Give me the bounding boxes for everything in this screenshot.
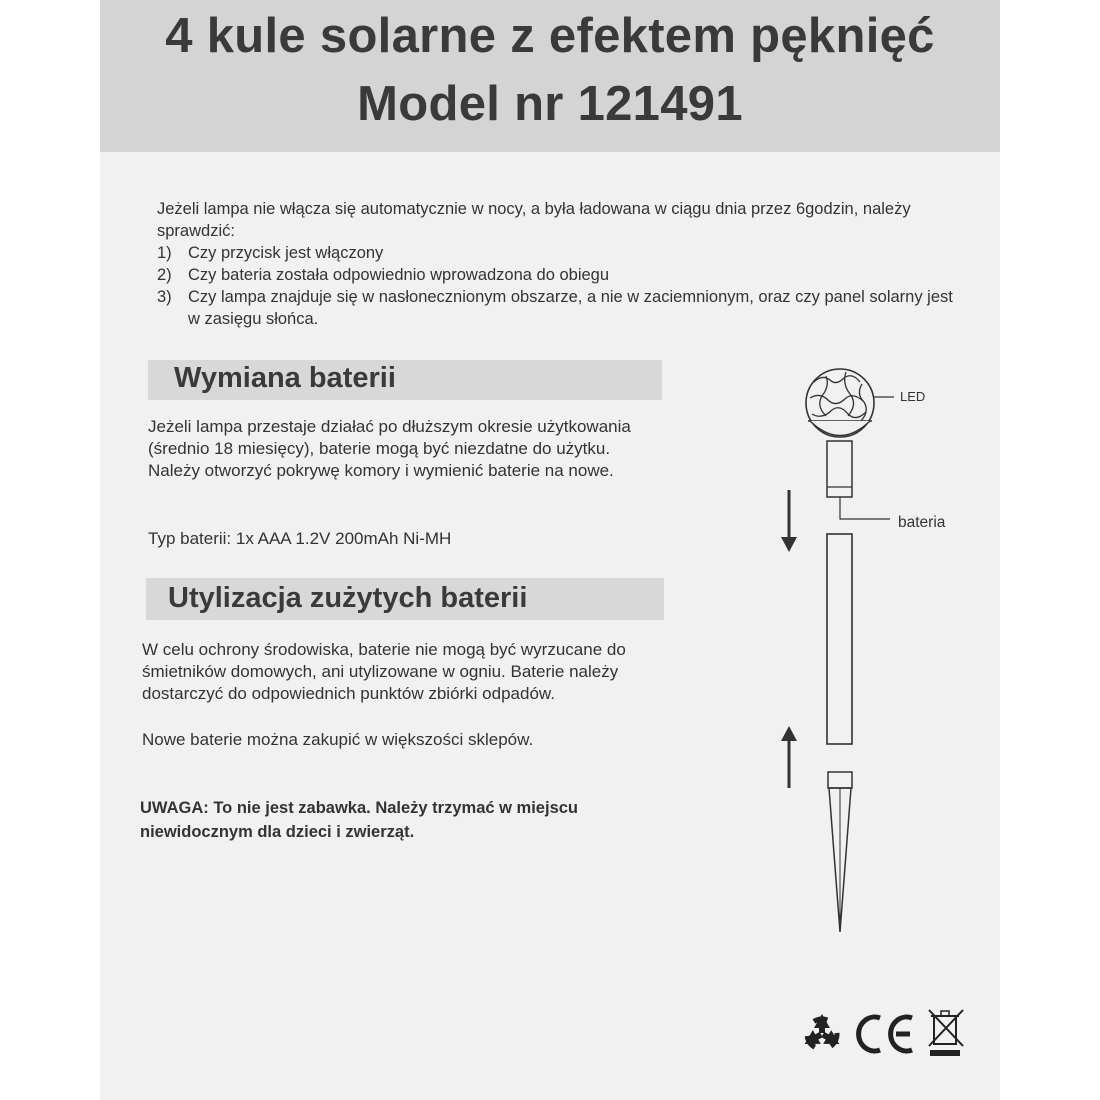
section-heading-battery-disposal: Utylizacja zużytych baterii <box>168 582 528 614</box>
list-item-text: Czy bateria została odpowiednio wprowadzona do obiegu <box>188 266 610 284</box>
section-heading-battery-replacement: Wymiana baterii <box>174 362 396 394</box>
arrow-up-icon <box>781 726 797 788</box>
arrow-down-icon <box>781 490 797 552</box>
list-item-text: Czy lampa znajduje się w nasłonecznionym obszarze, a nie w zaciemnionym, oraz czy panel solarny jest w zasięgu słońca. <box>188 288 953 328</box>
ground-spike <box>828 772 852 932</box>
troubleshooting-intro: Jeżeli lampa nie włącza się automatycznie w nocy, a była ładowana w ciągu dnia przez 6godzin, należy sprawdzić: <box>157 200 911 240</box>
model-number: Model nr 121491 <box>357 77 743 131</box>
lamp-pole <box>827 534 852 744</box>
led-label: LED <box>900 389 926 404</box>
list-item-text: Czy przycisk jest włączony <box>188 244 384 262</box>
battery-housing <box>827 441 890 519</box>
recycle-icon <box>801 1014 844 1051</box>
list-item-number: 2) <box>157 266 172 284</box>
crackle-globe <box>806 369 894 437</box>
battery-replacement-text: Jeżeli lampa przestaje działać po dłuższym okresie użytkowania (średnio 18 miesięcy), baterie mogą być niezdatne do użytku. Należy otworzyć pokrywę komory i wymienić baterie na nowe. <box>148 417 631 480</box>
battery-type: Typ baterii: 1x AAA 1.2V 200mAh Ni-MH <box>148 529 452 548</box>
ce-mark-icon <box>859 1017 912 1051</box>
list-item-number: 1) <box>157 244 172 262</box>
weee-crossed-bin-icon <box>929 1010 963 1056</box>
disposal-note: Nowe baterie można zakupić w większości sklepów. <box>142 730 534 749</box>
battery-label: bateria <box>898 514 946 531</box>
list-item-number: 3) <box>157 288 172 306</box>
disposal-text: W celu ochrony środowiska, baterie nie mogą być wyrzucane do śmietników domowych, ani utylizowane w ogniu. Baterie należy dostarczyć do odpowiednich punktów zbiórki odpadów. <box>142 640 626 703</box>
warning-text: UWAGA: To nie jest zabawka. Należy trzymać w miejscu niewidocznym dla dzieci i zwierząt. <box>140 799 578 841</box>
document-title: 4 kule solarne z efektem pęknięć <box>165 9 935 63</box>
